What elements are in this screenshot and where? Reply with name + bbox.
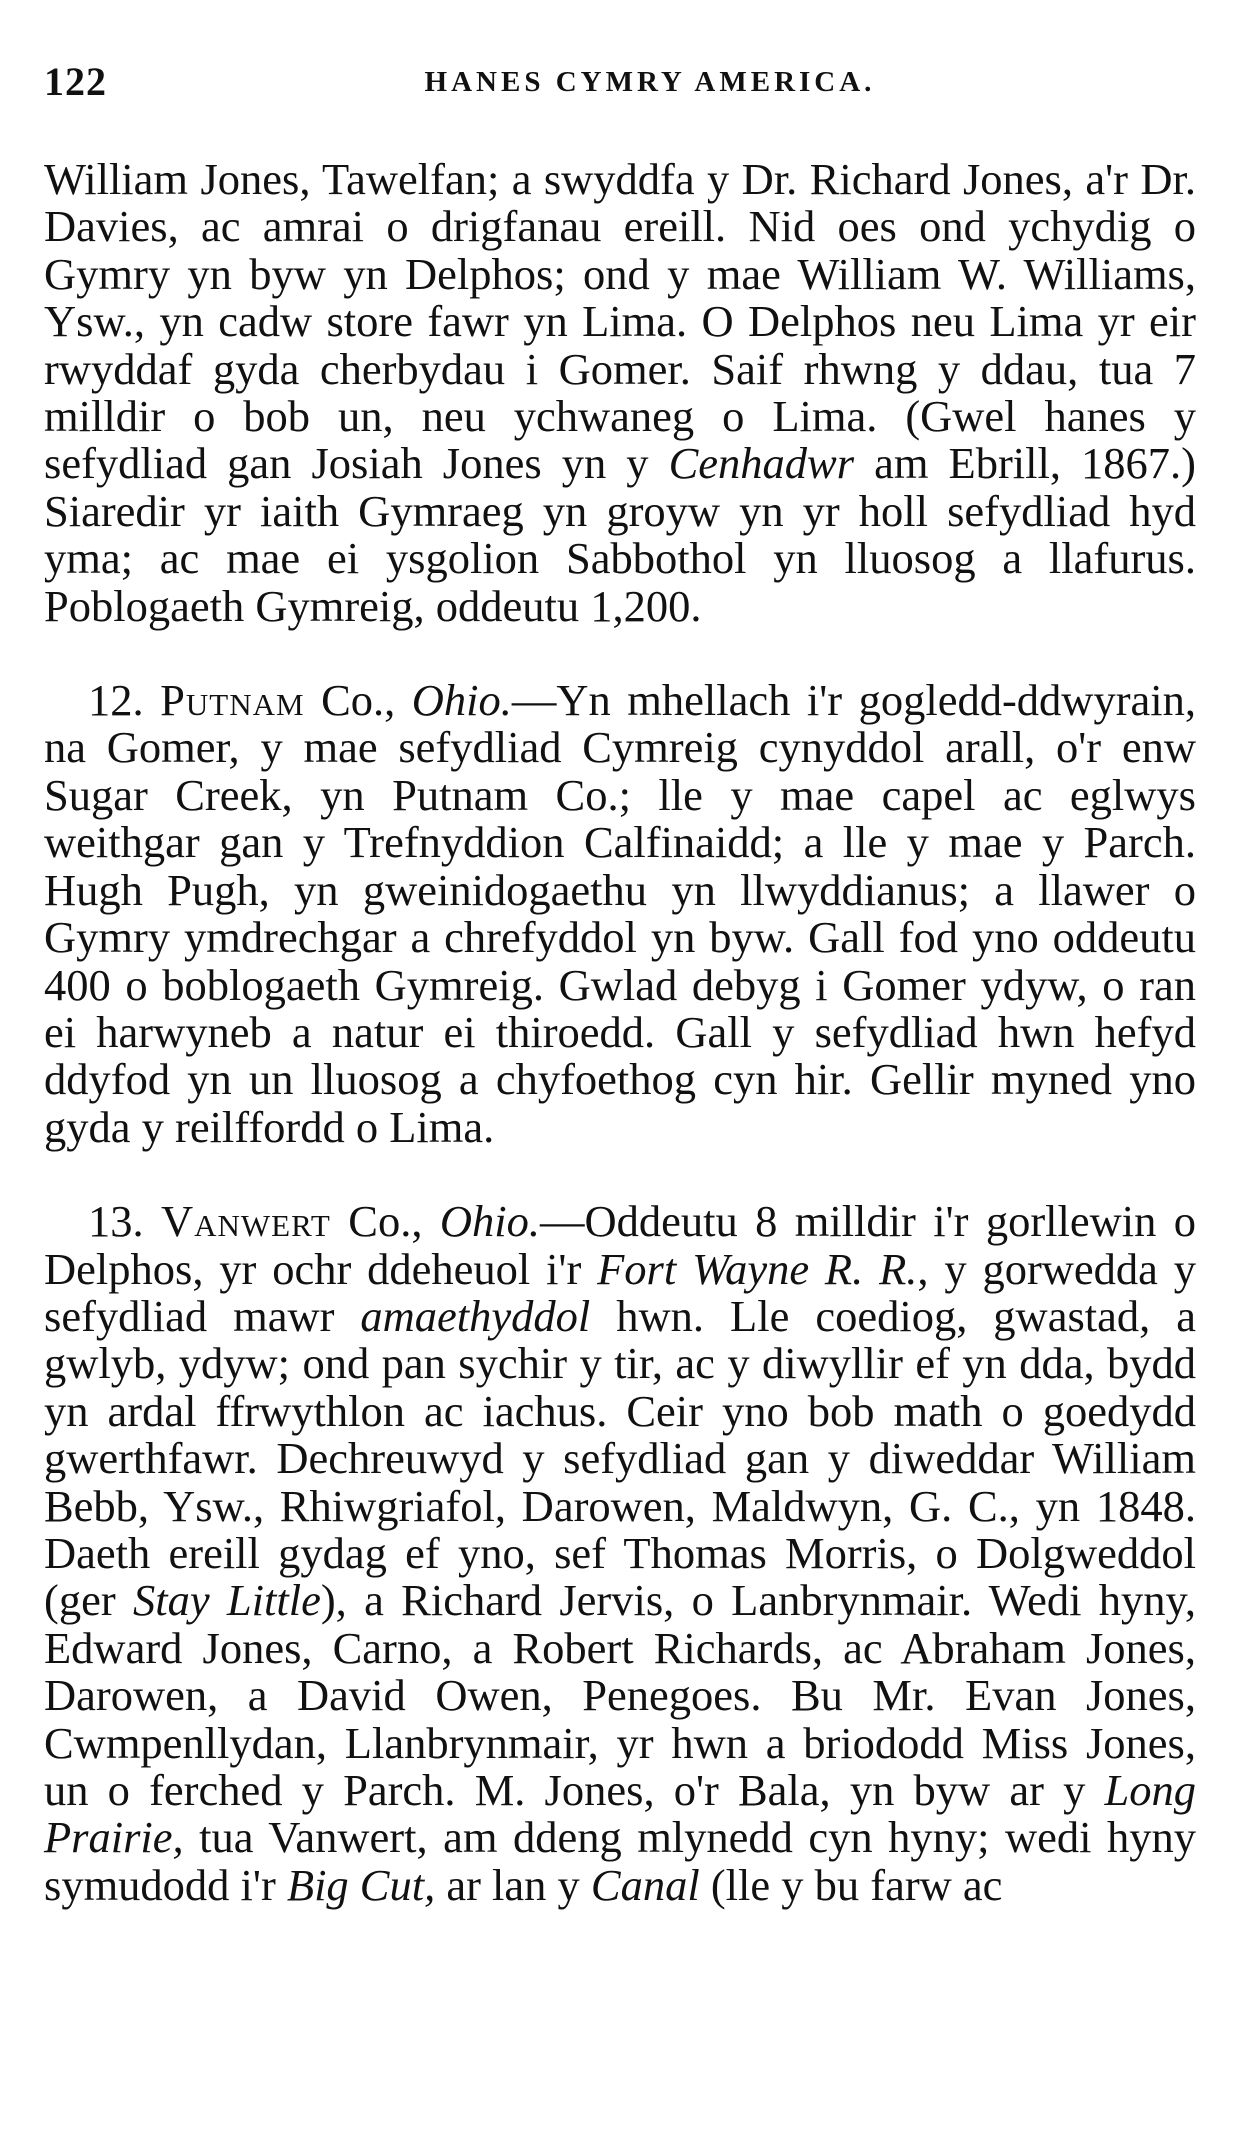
- text-run: tua Vanwert, am ddeng mlynedd cyn hyny; wedi hyny symudodd i'r: [44, 1812, 1196, 1910]
- paragraph-putnam: [44, 677, 1196, 1151]
- text-run: ), a Richard Jervis, o Lanbrynmair. Wedi hyny, Edward Jones, Carno, a Robert Richards, ac Abraham Jones, Darowen, a David Owen, Penegoes. Bu Mr. Evan Jones, Cwmpenllydan, Llanbrynmair, yr hwn a briododd Miss Jones, un o ferched y Parch. M. Jones, o'r Bala, yn byw ar y: [44, 1575, 1196, 1815]
- paragraph-vanwert: [44, 1198, 1196, 1909]
- paragraph-continued: [44, 156, 1196, 630]
- running-title: HANES CYMRY AMERICA.: [424, 66, 876, 98]
- section-heading-county: Putnam: [160, 675, 305, 726]
- text-run: —Yn mhellach i'r gogledd-ddwyrain, na Gomer, y mae sefydliad Cymreig cynyddol arall, o'r enw Sugar Creek, yn Putnam Co.; lle y mae capel ac eglwys weithgar gan y Trefnyddion Calfinaidd; a lle y mae y Parch. Hugh Pugh, yn gweinidogaethu yn llwyddianus; a llawer o Gymry ymdrechgar a chrefyddol yn byw. Gall fod yno oddeutu 400 o boblogaeth Gymreig. Gwlad debyg i Gomer ydyw, o ran ei harwyneb a natur ei thiroedd. Gall y sefydliad hwn hefyd ddyfod yn un lluosog a chyfoethog cyn hir. Gellir myned yno gyda y reilffordd o Lima.: [44, 675, 1197, 1152]
- section-heading-state: Ohio.: [411, 675, 512, 726]
- text-run: hwn. Lle coediog, gwastad, a gwlyb, ydyw; ond pan sychir y tir, ac y diwyllir ef yn dda, bydd yn ardal ffrwythlon ac iachus. Ceir yno bob math o goedydd gwerthfawr. Dechreuwyd y sefydliad gan y diweddar William Bebb, Ysw., Rhiwgriafol, Darowen, Maldwyn, G. C., yn 1848. Daeth ereill gydag ef yno, sef Thomas Morris, o Dolgweddol (ger: [44, 1290, 1196, 1626]
- italic-run: Canal: [590, 1859, 700, 1910]
- text-run: Co.,: [330, 1196, 440, 1247]
- text-run: am Ebrill, 1867.) Siaredir yr iaith Gymraeg yn groyw yn yr holl sefydliad hyd yma; ac mae ei ysgolion Sabbothol yn lluosog a llafurus. Poblogaeth Gymreig, oddeutu 1,200.: [44, 438, 1196, 631]
- section-number: 13.: [88, 1196, 162, 1247]
- running-head: [44, 58, 1196, 108]
- text-run: Co.,: [304, 675, 412, 726]
- text-run: William Jones, Tawelfan; a swyddfa y Dr. Richard Jones, a'r Dr. Davies, ac amrai o drigfanau ereill. Nid oes ond ychydig o Gymry yn byw yn Delphos; ond y mae William W. Williams, Ysw., yn cadw store fawr yn Lima. O Delphos neu Lima yr eir rwyddaf gyda cherbydau i Gomer. Saif rhwng y ddau, tua 7 milldir o bob un, neu ychwaneg o Lima. (Gwel hanes y sefydliad gan Josiah Jones yn y: [44, 154, 1196, 489]
- text-run: ar lan y: [435, 1859, 591, 1910]
- section-heading-state: Ohio.: [439, 1196, 540, 1247]
- text-run: (lle y bu farw ac: [699, 1859, 1003, 1910]
- body-text: [44, 156, 1196, 1909]
- italic-run: Big Cut,: [286, 1859, 436, 1910]
- section-heading-county: Vanwert: [161, 1196, 331, 1247]
- text-run: —Oddeutu 8 milldir i'r gorllewin o Delphos, yr ochr ddeheuol i'r: [44, 1196, 1197, 1294]
- italic-run: amaethyddol: [360, 1290, 591, 1341]
- italic-run: Cenhadwr: [668, 438, 855, 489]
- italic-run: Stay Little: [132, 1575, 321, 1626]
- text-run: , y gorwedda y sefydliad mawr: [44, 1243, 1196, 1341]
- section-number: 12.: [88, 675, 161, 726]
- italic-run: Fort Wayne R. R.: [597, 1243, 918, 1294]
- italic-run: Long Prairie,: [44, 1765, 1196, 1863]
- page-number: 122: [44, 59, 107, 104]
